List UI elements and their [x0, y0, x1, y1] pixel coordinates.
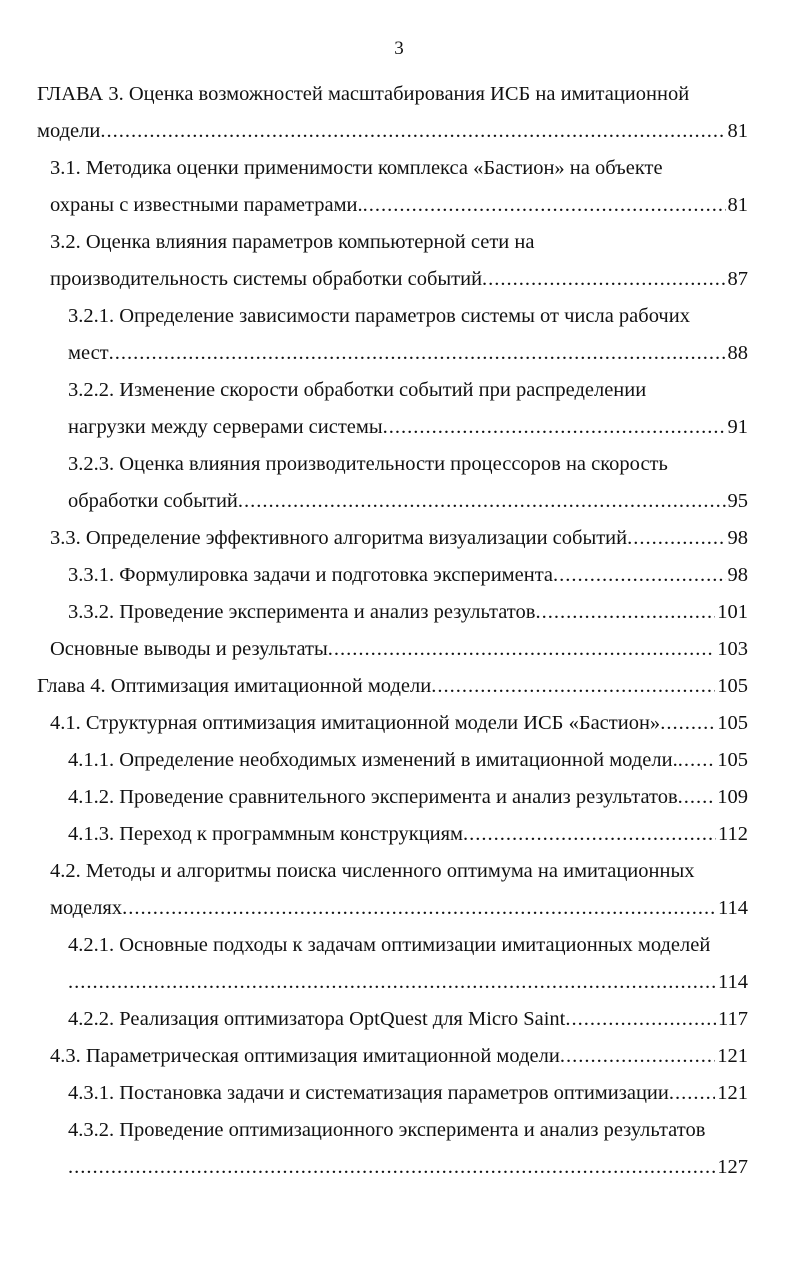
toc-entry-4-2-1-title: 4.2.1. Основные подходы к задачам оптимизации имитационных моделей — [68, 934, 711, 956]
leader-dots — [560, 1038, 715, 1075]
toc-entry-3-2-3-title: 3.2.3. Оценка влияния производительности процессоров на скорость — [68, 453, 668, 475]
toc-entry-3-1-title: 3.1. Методика оценки применимости комплекса «Бастион» на объекте — [50, 157, 663, 179]
toc-entry-chapter-3-conclusions[interactable] — [50, 631, 748, 668]
toc-entry-title: модели — [37, 120, 101, 142]
toc-page-number: 114 — [718, 897, 748, 919]
toc-page-number: 109 — [717, 786, 748, 808]
leader-dots — [383, 409, 726, 446]
toc-entry-4-1[interactable] — [50, 705, 748, 742]
leader-dots — [553, 557, 725, 594]
toc-entry-title: 4.3. Параметрическая оптимизация имитационной модели — [50, 1045, 560, 1067]
toc-page-number: 95 — [727, 490, 748, 512]
toc-entry-4-2-2[interactable] — [68, 1001, 748, 1038]
toc-entry-title: 4.3.1. Постановка задачи и систематизация параметров оптимизации — [68, 1082, 669, 1104]
leader-dots — [122, 890, 716, 927]
leader-dots — [68, 964, 716, 1001]
toc-entry-4-3-2[interactable] — [68, 1149, 748, 1186]
leader-dots — [669, 1075, 715, 1112]
leader-dots — [482, 261, 725, 298]
toc-entry-4-2[interactable] — [50, 890, 748, 927]
toc-entry-3-1[interactable] — [50, 187, 748, 224]
toc-entry-3-2-1-title: 3.2.1. Определение зависимости параметров системы от числа рабочих — [68, 305, 690, 327]
toc-page-number: 112 — [718, 823, 748, 845]
toc-entry-title: 3.3.2. Проведение эксперимента и анализ результатов — [68, 601, 536, 623]
toc-entry-title: 4.2.2. Реализация оптимизатора OptQuest для Micro Saint — [68, 1008, 566, 1030]
toc-entry-4-3-1[interactable] — [68, 1075, 748, 1112]
toc-entry-title: 4.1.1. Определение необходимых изменений в имитационной модели. — [68, 749, 678, 771]
toc-entry-chapter-3[interactable] — [37, 113, 748, 150]
toc-entry-title: моделях — [50, 897, 123, 919]
toc-entry-title: 4.1.2. Проведение сравнительного эксперимента и анализ результатов — [68, 786, 678, 808]
leader-dots — [565, 1001, 716, 1038]
toc-page-number: 117 — [718, 1008, 748, 1030]
leader-dots — [363, 187, 726, 224]
toc-page-number: 114 — [718, 971, 748, 993]
page-number: 3 — [394, 38, 404, 59]
leader-dots — [328, 631, 715, 668]
toc-entry-4-2-1[interactable] — [68, 964, 748, 1001]
leader-dots — [678, 779, 716, 816]
leader-dots — [535, 594, 715, 631]
toc-page-number: 103 — [717, 638, 748, 660]
toc-page-number: 87 — [727, 268, 748, 290]
toc-page-number: 105 — [717, 749, 748, 771]
leader-dots — [109, 335, 726, 372]
leader-dots — [678, 742, 716, 779]
toc-page-number: 127 — [717, 1156, 748, 1178]
toc-entry-title: Основные выводы и результаты — [50, 638, 328, 660]
toc-page-number: 98 — [727, 564, 748, 586]
leader-dots — [238, 483, 726, 520]
toc-entry-3-3-2[interactable] — [68, 594, 748, 631]
toc-entry-3-2-2[interactable] — [68, 409, 748, 446]
toc-entry-title: производительность системы обработки событий — [50, 268, 483, 290]
toc-entry-4-3[interactable] — [50, 1038, 748, 1075]
toc-page-number: 98 — [727, 527, 748, 549]
leader-dots — [660, 705, 715, 742]
toc-entry-3-3-1[interactable] — [68, 557, 748, 594]
toc-page-number: 81 — [727, 194, 748, 216]
leader-dots — [627, 520, 725, 557]
toc-entry-chapter-3-title: ГЛАВА 3. Оценка возможностей масштабирования ИСБ на имитационной — [37, 83, 690, 105]
toc-page-number: 101 — [717, 601, 748, 623]
toc-entry-title: обработки событий — [68, 490, 238, 512]
toc-entry-title: 4.1. Структурная оптимизация имитационной модели ИСБ «Бастион» — [50, 712, 661, 734]
toc-page-number: 91 — [727, 416, 748, 438]
toc-entry-4-3-2-title: 4.3.2. Проведение оптимизационного эксперимента и анализ результатов — [68, 1119, 706, 1141]
toc-entry-4-1-1[interactable] — [68, 742, 748, 779]
toc-entry-title: 3.3. Определение эффективного алгоритма визуализации событий — [50, 527, 628, 549]
leader-dots — [68, 1149, 715, 1186]
toc-entry-4-1-2[interactable] — [68, 779, 748, 816]
toc-page-number: 105 — [717, 712, 748, 734]
toc-entry-title: Глава 4. Оптимизация имитационной модели — [37, 675, 432, 697]
toc-page-number: 105 — [717, 675, 748, 697]
toc-entry-3-2-title: 3.2. Оценка влияния параметров компьютерной сети на — [50, 231, 535, 253]
leader-dots — [100, 113, 725, 150]
toc-entry-title: охраны с известными параметрами. — [50, 194, 363, 216]
toc-entry-chapter-4[interactable] — [37, 668, 748, 705]
leader-dots — [431, 668, 715, 705]
toc-entry-title: нагрузки между серверами системы — [68, 416, 383, 438]
leader-dots — [463, 816, 716, 853]
toc-page-number: 81 — [727, 120, 748, 142]
toc-entry-3-2[interactable] — [50, 261, 748, 298]
toc-entry-3-2-1[interactable] — [68, 335, 748, 372]
toc-page-number: 88 — [727, 342, 748, 364]
toc-entry-3-2-3[interactable] — [68, 483, 748, 520]
toc-entry-4-2-title: 4.2. Методы и алгоритмы поиска численного оптимума на имитационных — [50, 860, 695, 882]
toc-entry-title: мест — [68, 342, 109, 364]
toc-page-number: 121 — [717, 1045, 748, 1067]
toc-page-number: 121 — [717, 1082, 748, 1104]
toc-entry-title: 3.3.1. Формулировка задачи и подготовка эксперимента — [68, 564, 554, 586]
toc-entry-title: 4.1.3. Переход к программным конструкциям — [68, 823, 463, 845]
toc-entry-3-3[interactable] — [50, 520, 748, 557]
toc-entry-3-2-2-title: 3.2.2. Изменение скорости обработки событий при распределении — [68, 379, 647, 401]
toc-entry-4-1-3[interactable] — [68, 816, 748, 853]
